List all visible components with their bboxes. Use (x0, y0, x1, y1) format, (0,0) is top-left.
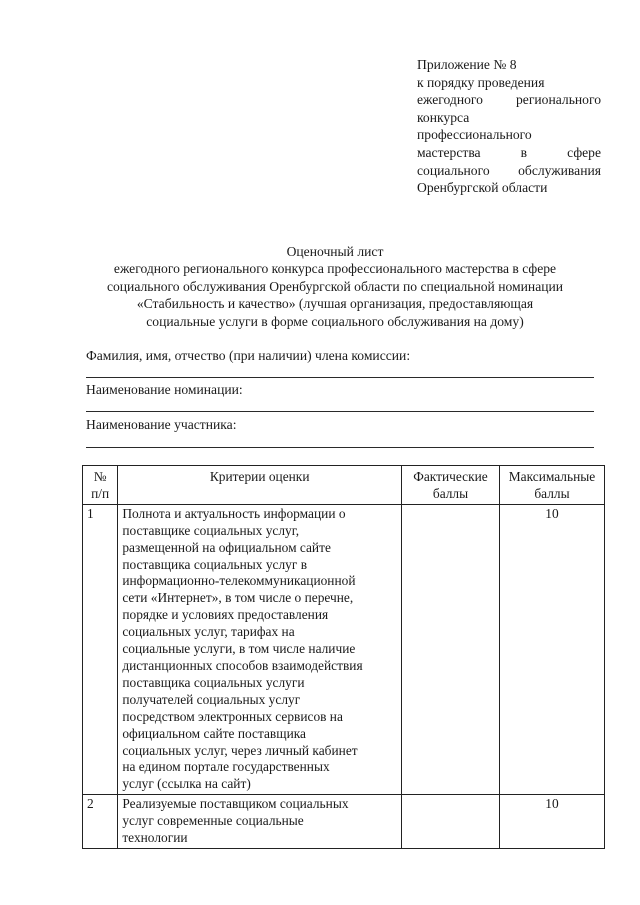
appendix-word: ежегодного (417, 92, 483, 108)
participant-line[interactable] (86, 447, 594, 448)
title-line: социальные услуги в форме социального обслуживания на дому) (146, 313, 524, 329)
criteria-line: социальных услуг, через личный кабинет (122, 742, 358, 758)
criteria-line: поставщика социальных услуг в (122, 556, 308, 572)
appendix-word: регионального (516, 92, 601, 108)
appendix-line (417, 144, 601, 162)
appendix-line (417, 91, 601, 109)
criteria-line: Реализуемые поставщиком социальных (122, 796, 349, 812)
row-criteria (118, 504, 402, 794)
nomination-line[interactable] (86, 411, 594, 412)
row-max-score: 10 (499, 795, 604, 849)
criteria-line: на едином портале государственных (122, 759, 330, 775)
header-text: баллы (432, 485, 469, 501)
criteria-line: социальные услуги, в том числе наличие (122, 641, 356, 657)
criteria-line: получателей социальных услуг (122, 691, 301, 707)
criteria-line: сети «Интернет», в том числе о перечне, (122, 590, 354, 606)
document-title (70, 243, 600, 330)
appendix-line: Оренбургской области (417, 180, 548, 196)
appendix-block (417, 56, 601, 197)
row-max-score: 10 (499, 504, 604, 794)
criteria-line: услуг современные социальные (122, 813, 304, 829)
criteria-line: порядке и условиях предоставления (122, 607, 329, 623)
header-text: Критерии оценки (209, 469, 310, 484)
header-text: баллы (534, 485, 570, 501)
header-number (83, 466, 118, 505)
header-text: п/п (91, 485, 110, 501)
criteria-line: услуг (ссылка на сайт) (122, 776, 251, 792)
table-header-row (83, 466, 605, 505)
header-text: Фактические (413, 469, 488, 484)
appendix-line (417, 162, 601, 180)
criteria-line: дистанционных способов взаимодействия (122, 657, 363, 673)
appendix-word: в (520, 144, 528, 160)
participant-label: Наименование участника: (86, 417, 237, 432)
criteria-line: социальных услуг, тарифах на (122, 624, 295, 640)
row-criteria (118, 795, 402, 849)
appendix-line: профессионального (417, 127, 532, 143)
criteria-line: посредством электронных сервисов на (122, 708, 343, 724)
header-text: № (93, 469, 107, 484)
title-line: социального обслуживания Оренбургской области по специальной номинации (106, 278, 564, 294)
criteria-line: информационно-телекоммуникационной (122, 573, 356, 589)
header-criteria (118, 466, 402, 505)
row-number: 1 (83, 504, 118, 794)
appendix-line: к порядку проведения (417, 74, 545, 90)
appendix-word: обслуживания (518, 162, 601, 178)
row-actual-score[interactable] (402, 795, 500, 849)
criteria-line: размещенной на официальном сайте (122, 539, 331, 555)
header-actual-score (402, 466, 500, 505)
evaluation-table (82, 465, 605, 849)
appendix-word: сфере (567, 144, 601, 160)
criteria-line: поставщике социальных услуг, (122, 522, 300, 538)
nomination-label: Наименование номинации: (86, 382, 243, 397)
criteria-line: технологии (122, 830, 188, 846)
appendix-line: конкурса (417, 109, 470, 125)
row-actual-score[interactable] (402, 504, 500, 794)
header-max-score (499, 466, 604, 505)
table-row (83, 504, 605, 794)
title-line: «Стабильность и качество» (лучшая организация, предоставляющая (136, 296, 534, 312)
header-text: Максимальные (508, 469, 596, 484)
criteria-line: Полнота и актуальность информации о (122, 505, 346, 521)
criteria-line: поставщика социальных услуги (122, 674, 305, 690)
appendix-word: мастерства (417, 144, 481, 160)
commission-member-label: Фамилия, имя, отчество (при наличии) члена комиссии: (86, 348, 411, 363)
appendix-word: социального (417, 162, 490, 178)
row-number: 2 (83, 795, 118, 849)
commission-member-line[interactable] (86, 377, 594, 378)
table-row (83, 795, 605, 849)
appendix-line: Приложение № 8 (417, 57, 517, 72)
title-line: ежегодного регионального конкурса профессионального мастерства в сфере (113, 261, 557, 277)
criteria-line: официальном сайте поставщика (122, 725, 306, 741)
title-heading: Оценочный лист (286, 244, 384, 259)
